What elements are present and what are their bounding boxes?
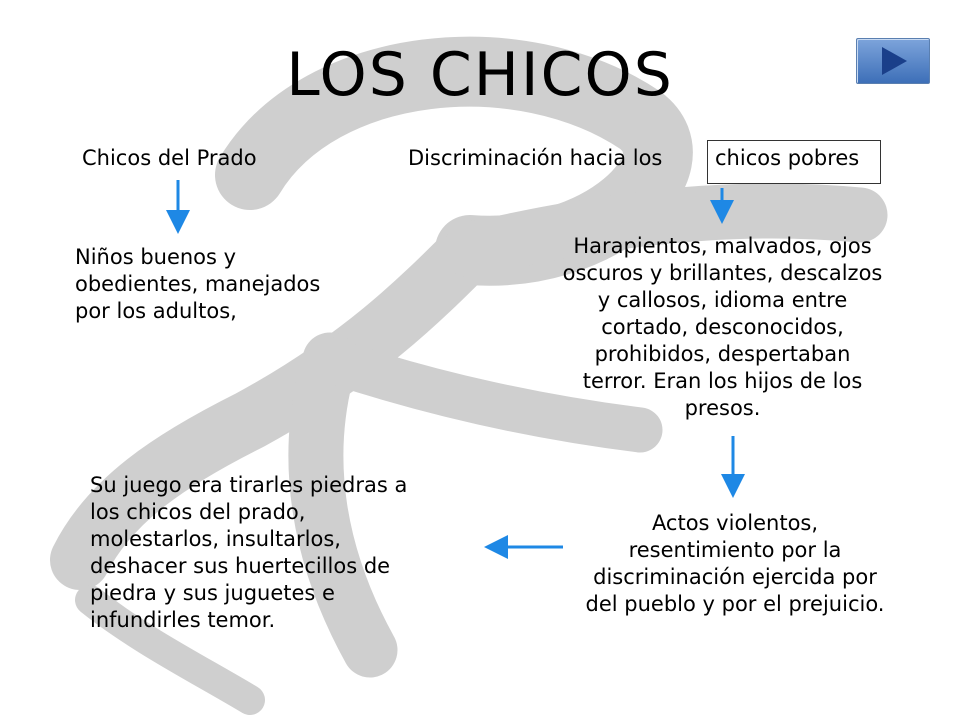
node-ninos-buenos [75, 244, 355, 325]
text-line: cortado, desconocidos, [601, 315, 844, 339]
text-line: molestarlos, insultarlos, [90, 527, 341, 551]
text-line: Su juego era tirarles piedras a [90, 473, 408, 497]
text-line: Actos violentos, [651, 511, 819, 535]
node-chicos-prado: Chicos del Prado [82, 146, 257, 170]
text-line: obedientes, manejados [75, 272, 321, 296]
text-line: por los adultos, [75, 299, 237, 323]
text-line: oscuros y brillantes, descalzos [562, 261, 883, 285]
text-line: terror. Eran los hijos de los [582, 369, 863, 393]
text-line: los chicos del prado, [90, 500, 306, 524]
text-line: presos. [684, 396, 761, 420]
page-title: LOS CHICOS [286, 40, 674, 110]
text-line: Niños buenos y [75, 245, 237, 269]
node-harapientos [535, 233, 910, 422]
text-line: del pueblo y por el prejuicio. [585, 592, 885, 616]
text-line: Harapientos, malvados, ojos [573, 234, 872, 258]
text-line: piedra y sus juguetes e [90, 581, 335, 605]
text-line: prohibidos, despertaban [594, 342, 851, 366]
play-forward-icon [857, 39, 929, 83]
next-slide-button[interactable] [856, 38, 930, 84]
node-juego [90, 472, 460, 634]
text-line: deshacer sus huertecillos de [90, 554, 391, 578]
text-line: discriminación ejercida por [593, 565, 877, 589]
node-discriminacion: Discriminación hacia los [408, 146, 663, 170]
text-line: resentimiento por la [628, 538, 842, 562]
text-line: infundirles temor. [90, 608, 276, 632]
node-actos [555, 510, 915, 618]
text-line: y callosos, idioma entre [597, 288, 848, 312]
node-chicos-pobres: chicos pobres [715, 146, 860, 170]
